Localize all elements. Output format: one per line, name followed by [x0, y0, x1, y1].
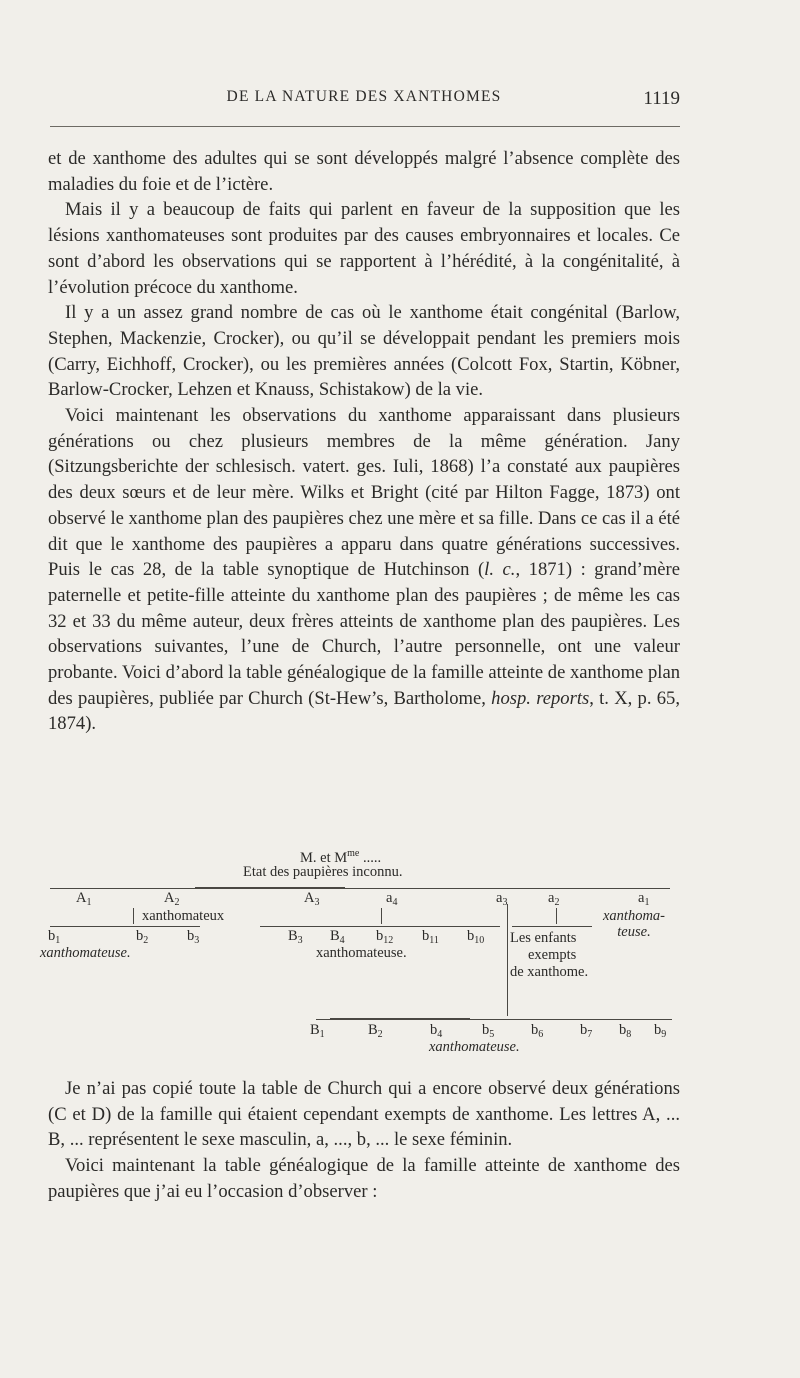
person-b11: $b_{11}$: [422, 928, 439, 946]
person-B4: $B_4$: [330, 928, 345, 946]
paragraph-3: Il y a un assez grand nombre de cas où le xanthome était congénital (Barlow, Stephen, Mackenzie, Crocker), ou qu’il se développait pendant les premiers mois (Carry, Eichhoff, Crocker), ou les premières années (Colcott Fox, Startin, Köbner, Barlow-Crocker, Lehzen et Knauss, Schistakow) de la vie.: [48, 302, 680, 401]
page-number: 1119: [643, 88, 680, 109]
line-generation-1: [50, 888, 670, 889]
note-A2-xanthomateux: xanthomateux: [142, 908, 225, 924]
header-rule: [50, 126, 680, 127]
text-block-after-table: [48, 1076, 680, 1205]
note-b1-xanthomateuse: xanthomateuse.: [40, 945, 131, 961]
person-A3: $A_3$: [304, 890, 320, 908]
note-b12-xanthomateuse: xanthomateuse.: [316, 945, 407, 961]
person-B2-gen3: $B_2$: [368, 1022, 383, 1040]
connector-A3: [381, 908, 382, 924]
journal-title-italic: hosp. reports: [491, 687, 590, 709]
root-note: Etat des paupières inconnu.: [243, 864, 403, 880]
connector-A2: [133, 908, 134, 924]
person-b7-gen3: $b_7$: [580, 1022, 593, 1040]
line-generation-1-bold: [195, 887, 345, 889]
person-a4: $a_4$: [386, 890, 398, 908]
person-b8-gen3: $b_8$: [619, 1022, 632, 1040]
connector-a3: [507, 904, 508, 1016]
line-children-A2: [50, 926, 200, 927]
line-generation-3: [316, 1019, 672, 1020]
reference-italic: l. c.: [484, 559, 516, 581]
person-b1: $b_1$: [48, 928, 61, 946]
root-parents: M. et $M^{me}$ .....: [300, 848, 382, 866]
note-a2-children-1: Les enfants: [510, 930, 577, 946]
running-head: [48, 88, 680, 110]
paragraph-4-part-1: Voici maintenant les observations du xanthome apparaissant dans plusieurs générations ou chez plusieurs membres de la même génération. Jany (Sitzungsberichte der schlesisch. vatert. ges. Iuli, 1868) l’a constaté aux paupières des deux sœurs et de leur mère. Wilks et Bright (cité par Hilton Fagge, 1873) ont observé le xanthome plan des paupières chez une mère et sa fille. Dans ce cas il a été dit que le xanthome des paupières a apparu dans quatre générations successives. Puis le cas 28, de la table synoptique de Hutchinson (: [48, 405, 680, 581]
note-b4-b6-xanthomateuse: xanthomateuse.: [429, 1039, 520, 1055]
person-A2: $A_2$: [164, 890, 180, 908]
line-generation-3-bold: [330, 1018, 470, 1020]
note-a2-children-3: de xanthome.: [510, 964, 589, 980]
paragraph-4: [48, 403, 680, 737]
person-A1: $A_1$: [76, 890, 92, 908]
person-b4-gen3: $b_4$: [430, 1022, 443, 1040]
paragraph-4-part-3: , t. X, p. 65, 1874).: [48, 687, 680, 735]
line-children-A3: [260, 926, 500, 927]
paragraph-2: Mais il y a beaucoup de faits qui parlent en faveur de la supposition que les lésions xanthomateuses sont produites par des causes embryonnaires et locales. Ce sont d’abord les observations qui se rapportent à l’hérédité, à la congénitalité, à l’évolution précoce du xanthome.: [48, 199, 680, 298]
person-b5-gen3: $b_5$: [482, 1022, 495, 1040]
person-b10: $b_{10}$: [467, 928, 485, 946]
paragraph-4-part-2: , 1871) : grand’mère paternelle et petite-fille atteinte du xanthome plan des paupières ; de même les cas 32 et 33 du même auteur, deux frères atteints de xanthome plan des paupières. Les observations suivantes, l’une de Church, l’autre personnelle, ont une valeur probante. Voici d’abord la table généalogique de la famille atteinte de xanthome plan des paupières, publiée par Church (St-Hew’s, Bartholome,: [48, 559, 680, 709]
running-title: DE LA NATURE DES XANTHOMES: [226, 88, 502, 105]
connector-a2: [556, 908, 557, 924]
person-b6-gen3: $b_6$: [531, 1022, 544, 1040]
person-b3: $b_3$: [187, 928, 200, 946]
note-a1-xanthomateuse: xanthoma-teuse.: [602, 908, 665, 940]
text-block-before-table: [48, 146, 680, 737]
paragraph-5: Je n’ai pas copié toute la table de Church qui a encore observé deux générations (C et D) de la famille qui étaient cependant exempts de xanthome. Les lettres A, ... B, ... représentent le sexe masculin, a, ..., b, ... le sexe féminin.: [48, 1078, 680, 1151]
paragraph-1: et de xanthome des adultes qui se sont développés malgré l’absence complète des maladies du foie et de l’ictère.: [48, 148, 680, 195]
person-B3: $B_3$: [288, 928, 303, 946]
person-a2: $a_2$: [548, 890, 560, 908]
person-B1-gen3: $B_1$: [310, 1022, 325, 1040]
paragraph-6: Voici maintenant la table généalogique de la famille atteinte de xanthome des paupières que j’ai eu l’occasion d’observer :: [48, 1155, 680, 1202]
person-b2: $b_2$: [136, 928, 149, 946]
note-a2-children-2: exempts: [528, 947, 577, 963]
person-b12: $b_{12}$: [376, 928, 394, 946]
line-children-a2: [512, 926, 592, 927]
person-b9-gen3: $b_9$: [654, 1022, 667, 1040]
person-a1: $a_1$: [638, 890, 650, 908]
person-a3: $a_3$: [496, 890, 508, 908]
